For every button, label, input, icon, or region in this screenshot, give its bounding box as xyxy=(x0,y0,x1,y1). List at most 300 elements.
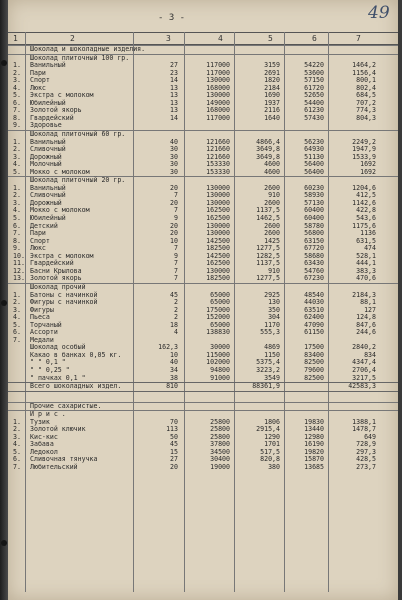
table-row xyxy=(8,115,398,123)
table-row xyxy=(8,70,398,78)
cell-c2: Ванильный xyxy=(30,137,66,146)
cell-c6: 56400 xyxy=(304,167,324,176)
cell-c6: 63150 xyxy=(304,236,324,245)
cell-c3: 18 xyxy=(170,320,178,329)
cell-c2: Медали xyxy=(30,335,54,344)
table-row xyxy=(8,146,398,154)
cell-c5: 2600 xyxy=(264,183,280,192)
cell-c4: 130000 xyxy=(206,76,230,85)
cell-c5: 517,5 xyxy=(260,447,280,456)
ledger-table xyxy=(8,45,398,472)
table-row xyxy=(8,434,398,442)
cell-c5: 3649,8 xyxy=(256,152,280,161)
cell-c2: Пари xyxy=(30,68,46,77)
cell-c5: 1277,5 xyxy=(256,274,280,283)
cell-c7: 244,6 xyxy=(356,328,376,337)
cell-c6: 16190 xyxy=(304,440,324,449)
cell-c7: 1388,1 xyxy=(352,417,376,426)
cell-c1: 5. xyxy=(13,214,21,223)
cell-c3: 7 xyxy=(174,206,178,215)
cell-c2: " пачках 0,1 " xyxy=(30,373,86,382)
cell-c7: 800,1 xyxy=(356,76,376,85)
cell-c4: 153330 xyxy=(206,167,230,176)
cell-c1: 3. xyxy=(13,305,21,314)
cell-c3: 2 xyxy=(174,313,178,322)
cell-c4: 25800 xyxy=(210,417,230,426)
cell-c6: 19830 xyxy=(304,417,324,426)
cell-c5: 1820 xyxy=(264,76,280,85)
binding-hole xyxy=(1,60,7,66)
cell-c1: 4. xyxy=(13,83,21,92)
cell-c3: 7 xyxy=(174,266,178,275)
cell-c2: Шоколад плиточный 100 гр. xyxy=(30,53,130,62)
cell-c1: 2. xyxy=(13,145,21,154)
cell-c2: Здоровье xyxy=(30,121,62,130)
cell-c3: 45 xyxy=(170,290,178,299)
binding-hole xyxy=(1,300,7,306)
table-row xyxy=(8,352,398,360)
cell-c5: 1277,5 xyxy=(256,244,280,253)
cell-c2: Ледокол xyxy=(30,447,58,456)
cell-c1: 6. xyxy=(13,221,21,230)
column-number-header xyxy=(8,32,398,45)
cell-c3: 30 xyxy=(170,152,178,161)
column-number: 3 xyxy=(166,34,171,43)
cell-c3: 4 xyxy=(174,328,178,337)
cell-c2: Кис-кис xyxy=(30,432,58,441)
cell-c4: 142500 xyxy=(206,251,230,260)
cell-c3: 30 xyxy=(170,167,178,176)
cell-c5: 2925 xyxy=(264,290,280,299)
cell-c6: 44030 xyxy=(304,298,324,307)
cell-c4: 162500 xyxy=(206,214,230,223)
cell-c7: 834 xyxy=(364,350,376,359)
cell-c4: 152000 xyxy=(206,313,230,322)
table-row xyxy=(8,77,398,85)
cell-c6: 62400 xyxy=(304,313,324,322)
cell-c4: 94800 xyxy=(210,365,230,374)
cell-c6: 82500 xyxy=(304,358,324,367)
cell-c3: 14 xyxy=(170,76,178,85)
cell-c2: Сливочный xyxy=(30,191,66,200)
cell-c1: 7. xyxy=(13,335,21,344)
cell-c2: Ванильный xyxy=(30,61,66,70)
cell-c1: 5. xyxy=(13,167,21,176)
cell-c3: 7 xyxy=(174,191,178,200)
cell-c4: 65000 xyxy=(210,290,230,299)
cell-c6: 57130 xyxy=(304,198,324,207)
cell-c2: Золотой ключик xyxy=(30,425,86,434)
cell-c7: 543,6 xyxy=(356,214,376,223)
cell-c7: 470,6 xyxy=(356,274,376,283)
cell-c1: 1. xyxy=(13,61,21,70)
cell-c2: Фигуры xyxy=(30,305,54,314)
cell-c2: Сливочная тянучка xyxy=(30,455,98,464)
cell-c4: 34500 xyxy=(210,447,230,456)
cell-c6: 82500 xyxy=(304,373,324,382)
cell-c5: 1282,5 xyxy=(256,251,280,260)
cell-c4: 175000 xyxy=(206,305,230,314)
cell-c6: 51130 xyxy=(304,152,324,161)
cell-c1: 4. xyxy=(13,440,21,449)
cell-c3: 27 xyxy=(170,61,178,70)
cell-c5: 910 xyxy=(268,266,280,275)
cell-c3: 13 xyxy=(170,98,178,107)
cell-c6: 13685 xyxy=(304,462,324,471)
cell-c1: 2. xyxy=(13,425,21,434)
cell-c5: 1462,5 xyxy=(256,214,280,223)
cell-c5: 1690 xyxy=(264,91,280,100)
table-row xyxy=(8,375,398,383)
cell-c2: Шоколад и шоколадные изделия. xyxy=(30,45,146,53)
cell-c2: Какао в банках 0,05 кг. xyxy=(30,350,122,359)
cell-c6: 60230 xyxy=(304,183,324,192)
cell-c2: Пари xyxy=(30,229,46,238)
cell-c3: 162,3 xyxy=(158,343,178,352)
cell-c3: 30 xyxy=(170,145,178,154)
cell-c5: 1137,5 xyxy=(256,259,280,268)
table-row xyxy=(8,92,398,100)
cell-c5: 2600 xyxy=(264,221,280,230)
cell-c4: 142500 xyxy=(206,236,230,245)
cell-c1: 3. xyxy=(13,152,21,161)
table-row xyxy=(8,299,398,307)
cell-c2: Всего шоколадных издел. xyxy=(30,382,122,391)
section-heading-row xyxy=(8,130,398,139)
table-row xyxy=(8,62,398,70)
cell-c2: И р и с . xyxy=(30,410,66,419)
cell-c3: 15 xyxy=(170,447,178,456)
cell-c4: 182500 xyxy=(206,274,230,283)
table-row xyxy=(8,329,398,337)
cell-c6: 61230 xyxy=(304,106,324,115)
table-row xyxy=(8,185,398,193)
cell-c5: 820,8 xyxy=(260,455,280,464)
cell-c2: Тузик xyxy=(30,417,50,426)
cell-c1: 9. xyxy=(13,244,21,253)
cell-c5: 3159 xyxy=(264,61,280,70)
cell-c5: 1640 xyxy=(264,113,280,122)
cell-c1: 6. xyxy=(13,98,21,107)
handwritten-folio: 49 xyxy=(368,3,390,23)
cell-c2: Торчаный xyxy=(30,320,62,329)
cell-c4: 37800 xyxy=(210,440,230,449)
cell-c3: 20 xyxy=(170,462,178,471)
cell-c6: 17500 xyxy=(304,343,324,352)
ledger-page xyxy=(8,0,398,600)
cell-c2: Дорожный xyxy=(30,198,62,207)
cell-c2: Детский xyxy=(30,221,58,230)
cell-c4: 121660 xyxy=(206,152,230,161)
cell-c7: 802,4 xyxy=(356,83,376,92)
cell-c4: 130000 xyxy=(206,229,230,238)
cell-c2: Любительский xyxy=(30,462,78,471)
cell-c1: 4. xyxy=(13,206,21,215)
cell-c1: 3. xyxy=(13,432,21,441)
section-heading-row xyxy=(8,54,398,63)
binding-edge xyxy=(0,0,8,600)
cell-c6: 54400 xyxy=(304,98,324,107)
cell-c6: 54220 xyxy=(304,61,324,70)
cell-c6: 79600 xyxy=(304,365,324,374)
cell-c3: 45 xyxy=(170,440,178,449)
cell-c5: 1290 xyxy=(264,432,280,441)
cell-c3: 20 xyxy=(170,221,178,230)
cell-c3: 34 xyxy=(170,365,178,374)
table-row xyxy=(8,207,398,215)
table-row xyxy=(8,230,398,238)
cell-c4: 162500 xyxy=(206,206,230,215)
cell-c6: 67720 xyxy=(304,244,324,253)
cell-c7: 728,9 xyxy=(356,440,376,449)
cell-c6: 67230 xyxy=(304,274,324,283)
binding-hole xyxy=(1,540,7,546)
cell-c3: 113 xyxy=(166,425,178,434)
cell-c2: Фигуры с начинкой xyxy=(30,298,98,307)
cell-c3: 13 xyxy=(170,83,178,92)
cell-c7: 1692 xyxy=(360,167,376,176)
cell-c5: 2600 xyxy=(264,229,280,238)
cell-c2: Шоколад прочий xyxy=(30,282,86,291)
cell-c6: 54760 xyxy=(304,266,324,275)
cell-c5: 1701 xyxy=(264,440,280,449)
table-row xyxy=(8,322,398,330)
cell-c7: 383,3 xyxy=(356,266,376,275)
cell-c1: 3. xyxy=(13,76,21,85)
cell-c3: 13 xyxy=(170,106,178,115)
column-number: 7 xyxy=(356,34,361,43)
column-number: 1 xyxy=(13,34,18,43)
cell-c6: 19820 xyxy=(304,447,324,456)
cell-c7: 444,1 xyxy=(356,259,376,268)
cell-c5: 555,3 xyxy=(260,328,280,337)
table-row xyxy=(8,122,398,130)
cell-c5: 1150 xyxy=(264,350,280,359)
cell-c7: 42583,3 xyxy=(348,382,376,391)
cell-c7: 124,8 xyxy=(356,313,376,322)
column-number: 2 xyxy=(70,34,75,43)
cell-c2: Басни Крылова xyxy=(30,266,82,275)
cell-c4: 65000 xyxy=(210,320,230,329)
cell-c7: 273,7 xyxy=(356,462,376,471)
cell-c2: Мокко с молоком xyxy=(30,206,90,215)
cell-c2: " " 0,25 " xyxy=(30,365,70,374)
cell-c1: 6. xyxy=(13,455,21,464)
cell-c6: 58930 xyxy=(304,191,324,200)
cell-c2: Шоколад плиточный 20 гр. xyxy=(30,176,126,185)
cell-c3: 2 xyxy=(174,305,178,314)
table-row xyxy=(8,215,398,223)
cell-c3: 7 xyxy=(174,274,178,283)
cell-c7: 1692 xyxy=(360,160,376,169)
cell-c1: 7. xyxy=(13,106,21,115)
section-heading-row xyxy=(8,45,398,54)
cell-c4: 117000 xyxy=(206,113,230,122)
cell-c6: 13440 xyxy=(304,425,324,434)
cell-c5: 2184 xyxy=(264,83,280,92)
cell-c6: 56800 xyxy=(304,229,324,238)
cell-c6: 15870 xyxy=(304,455,324,464)
cell-c4: 182500 xyxy=(206,244,230,253)
cell-c6: 52650 xyxy=(304,91,324,100)
cell-c2: " " 0,1 " xyxy=(30,358,66,367)
cell-c7: 4347,4 xyxy=(352,358,376,367)
cell-c4: 168000 xyxy=(206,83,230,92)
cell-c3: 20 xyxy=(170,183,178,192)
cell-c2: Молочный xyxy=(30,160,62,169)
cell-c4: 153330 xyxy=(206,160,230,169)
table-row xyxy=(8,238,398,246)
cell-c1: 5. xyxy=(13,91,21,100)
cell-c7: 1533,9 xyxy=(352,152,376,161)
cell-c6: 63510 xyxy=(304,305,324,314)
cell-c2: Пьеса xyxy=(30,313,50,322)
cell-c7: 1136 xyxy=(360,229,376,238)
cell-c5: 4869 xyxy=(264,343,280,352)
cell-c2: Юбилейный xyxy=(30,214,66,223)
table-row xyxy=(8,139,398,147)
cell-c1: 10. xyxy=(13,251,25,260)
cell-c3: 7 xyxy=(174,244,178,253)
cell-c2: Ассорти xyxy=(30,328,58,337)
cell-c7: 1175,6 xyxy=(352,221,376,230)
cell-c3: 40 xyxy=(170,137,178,146)
cell-c7: 3217,5 xyxy=(352,373,376,382)
section-heading-row xyxy=(8,176,398,185)
cell-c2: Забава xyxy=(30,440,54,449)
cell-c2: Шоколад плиточный 60 гр. xyxy=(30,130,126,139)
cell-c7: 649 xyxy=(364,432,376,441)
cell-c6: 61720 xyxy=(304,83,324,92)
cell-c7: 297,3 xyxy=(356,447,376,456)
cell-c6: 58780 xyxy=(304,221,324,230)
cell-c3: 27 xyxy=(170,455,178,464)
cell-c3: 10 xyxy=(170,236,178,245)
cell-c3: 40 xyxy=(170,358,178,367)
cell-c4: 117000 xyxy=(206,61,230,70)
cell-c7: 88,1 xyxy=(360,298,376,307)
cell-c6: 60400 xyxy=(304,214,324,223)
cell-c2: Юбилейный xyxy=(30,98,66,107)
cell-c1: 12. xyxy=(13,266,25,275)
cell-c7: 528,1 xyxy=(356,251,376,260)
cell-c7: 847,6 xyxy=(356,320,376,329)
cell-c6: 83400 xyxy=(304,350,324,359)
cell-c2: Сливочный xyxy=(30,145,66,154)
cell-c5: 1806 xyxy=(264,417,280,426)
cell-c3: 30 xyxy=(170,160,178,169)
cell-c4: 115000 xyxy=(206,350,230,359)
cell-c1: 9. xyxy=(13,121,21,130)
cell-c4: 91000 xyxy=(210,373,230,382)
cell-c4: 130000 xyxy=(206,266,230,275)
cell-c1: 4. xyxy=(13,313,21,322)
cell-c7: 412,5 xyxy=(356,191,376,200)
cell-c1: 5. xyxy=(13,447,21,456)
cell-c1: 1. xyxy=(13,183,21,192)
cell-c4: 25800 xyxy=(210,425,230,434)
cell-c5: 2691 xyxy=(264,68,280,77)
cell-c4: 25800 xyxy=(210,432,230,441)
cell-c2: Шоколад особый xyxy=(30,343,86,352)
cell-c3: 9 xyxy=(174,214,178,223)
cell-c4: 19000 xyxy=(210,462,230,471)
cell-c1: 1. xyxy=(13,417,21,426)
cell-c5: 130 xyxy=(268,298,280,307)
column-number: 5 xyxy=(268,34,273,43)
cell-c1: 1. xyxy=(13,137,21,146)
cell-c6: 60400 xyxy=(304,206,324,215)
cell-c6: 57430 xyxy=(304,113,324,122)
cell-c1: 2. xyxy=(13,298,21,307)
cell-c1: 2. xyxy=(13,191,21,200)
cell-c6: 12980 xyxy=(304,432,324,441)
cell-c6: 53600 xyxy=(304,68,324,77)
cell-c5: 4866,4 xyxy=(256,137,280,146)
cell-c6: 63430 xyxy=(304,259,324,268)
cell-c5: 1425 xyxy=(264,236,280,245)
cell-c5: 304 xyxy=(268,313,280,322)
page-number: - 3 - xyxy=(158,13,186,23)
cell-c7: 127 xyxy=(364,305,376,314)
section-heading-row xyxy=(8,410,398,419)
cell-c7: 2184,3 xyxy=(352,290,376,299)
cell-c2: Люкс xyxy=(30,83,46,92)
cell-c7: 474 xyxy=(364,244,376,253)
table-row xyxy=(8,154,398,162)
cell-c6: 56400 xyxy=(304,160,324,169)
cell-c4: 130000 xyxy=(206,191,230,200)
cell-c7: 2249,2 xyxy=(352,137,376,146)
cell-c4: 30000 xyxy=(210,343,230,352)
cell-c5: 1137,5 xyxy=(256,206,280,215)
cell-c5: 3549 xyxy=(264,373,280,382)
cell-c3: 810 xyxy=(166,382,178,391)
column-number: 6 xyxy=(312,34,317,43)
cell-c4: 102000 xyxy=(206,358,230,367)
cell-c7: 422,8 xyxy=(356,206,376,215)
cell-c5: 2915,4 xyxy=(256,425,280,434)
cell-c5: 2600 xyxy=(264,198,280,207)
cell-c7: 631,5 xyxy=(356,236,376,245)
table-row xyxy=(8,426,398,434)
cell-c7: 2840,2 xyxy=(352,343,376,352)
cell-c2: Люкс xyxy=(30,244,46,253)
cell-c3: 20 xyxy=(170,198,178,207)
cell-c1: 3. xyxy=(13,198,21,207)
table-row xyxy=(8,464,398,472)
cell-c6: 64930 xyxy=(304,145,324,154)
cell-c5: 910 xyxy=(268,191,280,200)
cell-c5: 4600 xyxy=(264,167,280,176)
cell-c1: 7. xyxy=(13,229,21,238)
table-row xyxy=(8,169,398,177)
table-row xyxy=(8,223,398,231)
cell-c2: Гвардейский xyxy=(30,259,74,268)
cell-c1: 5. xyxy=(13,320,21,329)
cell-c6: 61150 xyxy=(304,328,324,337)
cell-c7: 1478,7 xyxy=(352,425,376,434)
cell-c2: Гвардейский xyxy=(30,113,74,122)
cell-c4: 168000 xyxy=(206,106,230,115)
cell-c6: 58680 xyxy=(304,251,324,260)
cell-c2: Прочие сахаристые. xyxy=(30,401,102,410)
table-row xyxy=(8,275,398,283)
cell-c1: 8. xyxy=(13,236,21,245)
cell-c3: 2 xyxy=(174,298,178,307)
cell-c2: Спорт xyxy=(30,76,50,85)
cell-c3: 70 xyxy=(170,417,178,426)
